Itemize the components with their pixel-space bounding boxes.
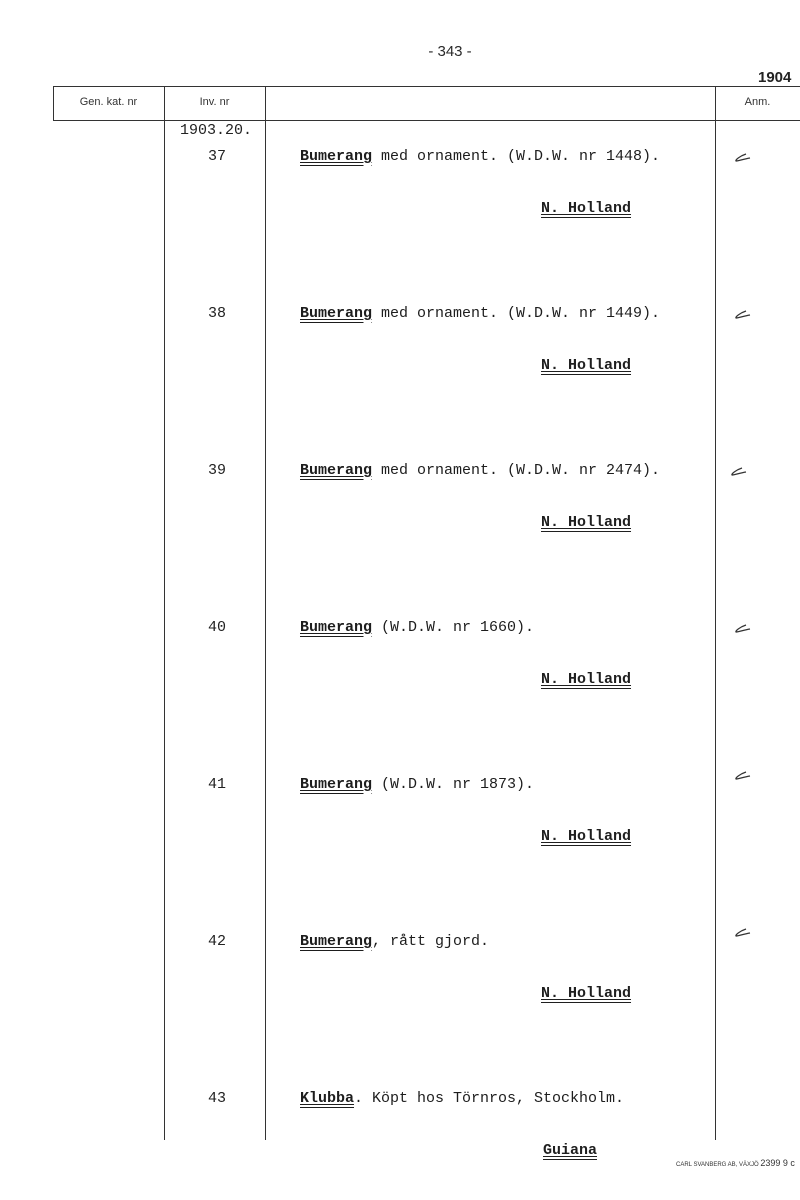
column-divider-desc xyxy=(265,86,266,1140)
object-details: med ornament. (W.D.W. nr 1449). xyxy=(372,305,661,322)
entry-description xyxy=(300,776,534,793)
check-mark-icon xyxy=(732,927,758,939)
column-divider-anm xyxy=(715,86,716,1140)
check-mark-icon xyxy=(732,770,758,782)
accession-date-ref: 1903.20. xyxy=(180,122,253,139)
entry-description xyxy=(300,933,489,950)
object-details: . Köpt hos Törnros, Stockholm. xyxy=(354,1090,625,1107)
object-name: Klubba xyxy=(300,1090,355,1107)
column-header-anm: Anm. xyxy=(744,96,771,108)
inventory-number: 43 xyxy=(207,1090,226,1107)
inventory-number: 39 xyxy=(207,462,226,479)
object-name: Bumerang xyxy=(300,148,373,165)
printer-imprint xyxy=(676,1158,795,1168)
page-number: - 343 - xyxy=(428,43,472,60)
origin-location: N. Holland xyxy=(541,828,632,845)
check-mark-icon xyxy=(732,152,758,164)
inventory-number: 38 xyxy=(207,305,226,322)
object-details: (W.D.W. nr 1660). xyxy=(372,619,535,636)
object-name: Bumerang xyxy=(300,619,373,636)
year-heading: 1904 xyxy=(758,69,792,86)
origin-location: N. Holland xyxy=(541,200,632,217)
column-header-inv-nr: Inv. nr xyxy=(199,96,230,108)
origin-location: N. Holland xyxy=(541,357,632,374)
object-details: (W.D.W. nr 1873). xyxy=(372,776,535,793)
entry-description xyxy=(300,619,534,636)
check-mark-icon xyxy=(728,466,754,478)
object-details: , rått gjord. xyxy=(372,933,490,950)
inventory-number: 37 xyxy=(207,148,226,165)
inventory-number: 41 xyxy=(207,776,226,793)
check-mark-icon xyxy=(732,309,758,321)
object-details: med ornament. (W.D.W. nr 1448). xyxy=(372,148,661,165)
object-name: Bumerang xyxy=(300,462,373,479)
entry-description xyxy=(300,305,660,322)
column-header-gen-kat-nr: Gen. kat. nr xyxy=(79,96,138,108)
form-code: 2399 9 c xyxy=(760,1158,795,1168)
origin-location: Guiana xyxy=(543,1142,598,1159)
object-name: Bumerang xyxy=(300,776,373,793)
object-name: Bumerang xyxy=(300,933,373,950)
entry-description xyxy=(300,148,660,165)
table-top-rule xyxy=(53,86,800,87)
column-divider-inv xyxy=(164,86,165,1140)
inventory-number: 42 xyxy=(207,933,226,950)
entry-description xyxy=(300,462,660,479)
table-header-rule xyxy=(53,120,800,121)
origin-location: N. Holland xyxy=(541,514,632,531)
inventory-number: 40 xyxy=(207,619,226,636)
entry-description xyxy=(300,1090,624,1107)
object-name: Bumerang xyxy=(300,305,373,322)
object-details: med ornament. (W.D.W. nr 2474). xyxy=(372,462,661,479)
printer-name: CARL SVANBERG AB, VÄXJÖ xyxy=(676,1162,759,1168)
origin-location: N. Holland xyxy=(541,671,632,688)
origin-location: N. Holland xyxy=(541,985,632,1002)
check-mark-icon xyxy=(732,623,758,635)
